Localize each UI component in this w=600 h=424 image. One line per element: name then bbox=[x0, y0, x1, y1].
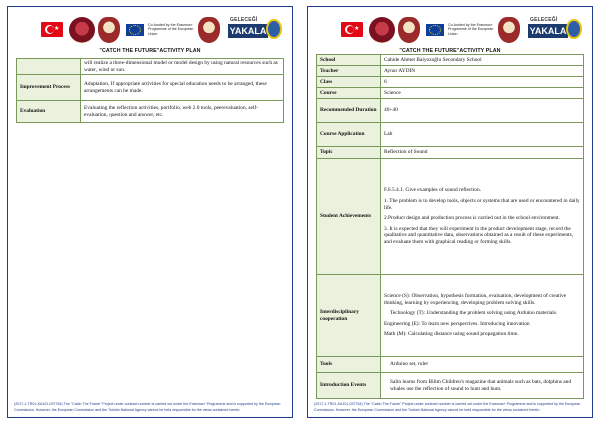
value-paragraph: will realize a three-dimensional model or model design by using natural resources such as water, wind or sun. bbox=[84, 60, 278, 73]
table-row-school bbox=[317, 55, 584, 66]
row-value bbox=[381, 159, 584, 275]
value-paragraph: Arduino set, ruler bbox=[390, 361, 429, 368]
row-label: Improvement Process bbox=[17, 75, 81, 101]
row-value bbox=[381, 357, 584, 373]
value-paragraph: Reflection of Sound bbox=[384, 149, 428, 156]
school-seal-logo bbox=[369, 17, 395, 43]
row-value bbox=[381, 275, 584, 357]
value-paragraph: Lab bbox=[384, 131, 393, 138]
table-row-improvement-process bbox=[17, 75, 284, 101]
value-paragraph: Evaluating the reflection activities, portfolio, web 2.0 tools, peerevaluation, self-evaluation, question and answer, etc. bbox=[84, 105, 258, 118]
value-paragraph: Adaptation, If appropriate activities for special education needs to be arranged, these arrangements can be made. bbox=[84, 81, 267, 94]
eu-program-text: Co-funded by the Erasmus+ Programme of the European Union bbox=[448, 23, 494, 36]
table-row-topic bbox=[317, 147, 584, 159]
row-value bbox=[81, 101, 284, 123]
table-row-course-application bbox=[317, 123, 584, 147]
row-label: Evaluation bbox=[17, 101, 81, 123]
eu-flag-logo bbox=[426, 24, 444, 36]
table-row-teacher bbox=[317, 66, 584, 77]
page-right bbox=[307, 6, 593, 418]
school-seal-logo bbox=[69, 17, 95, 43]
row-label: Recommended Duration bbox=[317, 99, 381, 123]
table-row-class bbox=[317, 77, 584, 88]
row-value bbox=[381, 66, 584, 77]
value-paragraph: Cahide Ahmet Balyozoğlu Secondary School bbox=[384, 56, 482, 63]
footer-disclaimer: (2017-1-TR01-KA101-037764) The "Catch The Future" Project under contract number is carried out under the Erasmus+ Programme and is supported by the European Commission. However, the European Commission and the Turkish National Agency cannot be held responsible for the views contained herein. bbox=[14, 402, 281, 412]
value-paragraph: Salin learns from Bilim Children's magazine that animals such as bats, dolphins and whales use the reflection of sound to hunt and hunt. bbox=[390, 378, 572, 392]
eu-program-text: Co-funded by the Erasmus+ Programme of the European Union bbox=[148, 23, 194, 36]
row-label: Course bbox=[317, 88, 381, 99]
row-label: School bbox=[317, 55, 381, 66]
value-paragraph: 6 bbox=[384, 78, 387, 85]
value-paragraph: 40+40 bbox=[384, 107, 398, 114]
table-row-evaluation bbox=[17, 101, 284, 123]
activity-plan-table-right bbox=[316, 54, 584, 399]
row-value bbox=[381, 147, 584, 159]
value-paragraph: Science bbox=[384, 89, 401, 96]
row-value bbox=[81, 59, 284, 75]
row-value bbox=[381, 55, 584, 66]
logo-bar bbox=[308, 15, 592, 45]
national-agency-logo bbox=[398, 17, 420, 43]
doc-title: "CATCH THE FUTURE"ACTIVITY PLAN bbox=[99, 48, 201, 54]
row-label: Tools bbox=[317, 357, 381, 373]
national-agency-logo bbox=[98, 17, 120, 43]
table-row-introduction-events bbox=[317, 373, 584, 399]
row-label: Class bbox=[317, 77, 381, 88]
municipality-seal-logo bbox=[198, 17, 220, 43]
value-paragraph: Technology (T): Understanding the problem solving using Arduino materials. bbox=[390, 310, 558, 317]
turkish-flag-logo: ★ bbox=[341, 22, 363, 37]
row-label: Introduction Events bbox=[317, 373, 381, 399]
value-paragraph: 2.Product design and production process is carried out in the school environment. bbox=[384, 215, 560, 222]
row-value bbox=[381, 373, 584, 399]
municipality-seal-logo bbox=[498, 17, 520, 43]
row-value bbox=[381, 77, 584, 88]
table-row-interdisciplinary-cooperation bbox=[317, 275, 584, 357]
logo-bar bbox=[8, 15, 292, 45]
row-value bbox=[381, 88, 584, 99]
row-label bbox=[17, 59, 81, 75]
value-paragraph: Engineering (E): To learn new perspectives. Introducing innovation bbox=[384, 320, 530, 327]
row-label: Teacher bbox=[317, 66, 381, 77]
row-value bbox=[381, 123, 584, 147]
row-label: Topic bbox=[317, 147, 381, 159]
eu-flag-logo bbox=[126, 24, 144, 36]
table-row-course bbox=[317, 88, 584, 99]
value-paragraph: 1. The problem is to develop tools, objects or systems that are used or encountered in daily life. bbox=[384, 198, 580, 211]
table-row-continued bbox=[17, 59, 284, 75]
doc-title: "CATCH THE FUTURE"ACTIVITY PLAN bbox=[399, 48, 501, 54]
yakala-logo: GELECEĞİ YAKALA bbox=[528, 17, 580, 43]
value-paragraph: Science (S): Observation, hypothesis formation, evaluation, development of creative thinking, learning by experiencing, developing problem solving skills. bbox=[384, 293, 567, 306]
page-left bbox=[7, 6, 293, 418]
turkish-flag-logo: ★ bbox=[41, 22, 63, 37]
value-paragraph: 3. It is expected that they will experiment in the product development stage, record the qualitative and quantitative data, observations obtained as a result of these experiments, and evaluate them with graphical reading or forming skills. bbox=[384, 225, 574, 245]
row-label: Interdisciplinary cooperation bbox=[317, 275, 381, 357]
footer-disclaimer: (2017-1-TR01-KA101-037764) The "Catch The Future" Project under contract number is carried out under the Erasmus+ Programme and is supported by the European Commission. However, the European Commission and the Turkish National Agency cannot be held responsible for the views contained herein. bbox=[314, 402, 581, 412]
table-row-tools bbox=[317, 357, 584, 373]
row-value bbox=[381, 99, 584, 123]
activity-plan-table-left bbox=[16, 58, 284, 123]
value-paragraph: Aynur AYDIN bbox=[384, 67, 416, 74]
row-value bbox=[81, 75, 284, 101]
value-paragraph: F.6.5.4.1. Give examples of sound reflection. bbox=[384, 187, 482, 194]
row-label: Course Application bbox=[317, 123, 381, 147]
table-row-student-achievements bbox=[317, 159, 584, 275]
table-row-recommended-duration bbox=[317, 99, 584, 123]
row-label: Student Achievements bbox=[317, 159, 381, 275]
yakala-logo: GELECEĞİ YAKALA bbox=[228, 17, 280, 43]
value-paragraph: Math (M): Calculating distance using sound propagation time. bbox=[384, 331, 519, 338]
